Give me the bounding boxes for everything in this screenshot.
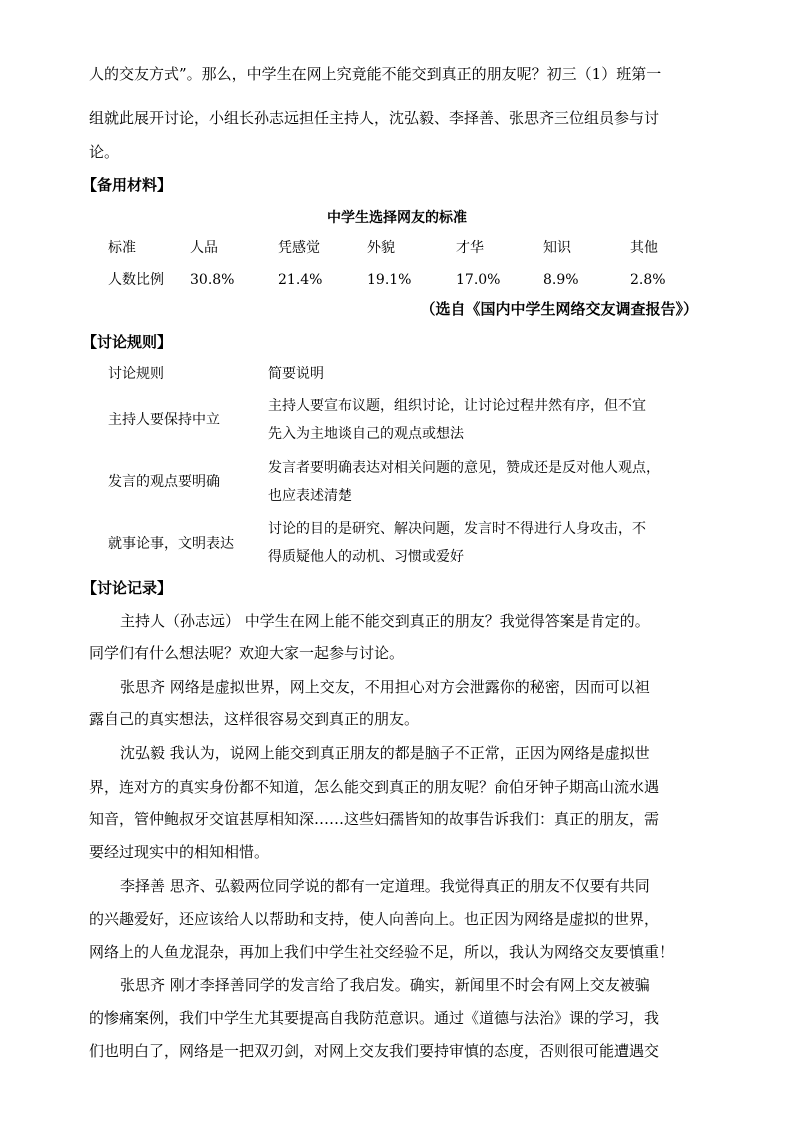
table-header-cell: 凭感觉 [278,240,320,256]
rule-name: 发言的观点要明确 [108,474,220,490]
table-title: 中学生选择网友的标准 [327,210,467,226]
record-line: 界，连对方的真实身份都不知道，怎么能交到真正的朋友呢？俞伯牙钟子期高山流水遇 [89,778,660,796]
section-record-heading: 【讨论记录】 [82,579,173,597]
table-value-cell: 2.8% [630,272,666,288]
table-header-cell: 知识 [543,240,571,256]
rules-header-cell: 简要说明 [268,366,324,382]
table-header-cell: 其他 [630,240,658,256]
table-header-cell: 外貌 [367,240,395,256]
rule-name: 主持人要保持中立 [108,412,220,428]
table-value-cell: 人数比例 [108,272,164,288]
record-line: 同学们有什么想法呢？欢迎大家一起参与讨论。 [89,644,405,662]
record-line: 露自己的真实想法，这样很容易交到真正的朋友。 [89,710,420,728]
table-value-cell: 17.0% [456,272,501,288]
record-line: 们也明白了，网络是一把双刃剑，对网上交友我们要持审慎的态度，否则很可能遭遇交 [89,1042,660,1060]
source-citation: （选自《国内中学生网络交友调查报告》） [420,300,698,318]
record-line: 的兴趣爱好，还应该给人以帮助和支持，使人向善向上。也正因为网络是虚拟的世界， [89,910,660,928]
intro-line-2: 组就此展开讨论，小组长孙志远担任主持人，沈弘毅、李择善、张思齐三位组员参与讨 [89,109,660,127]
intro-line-1: 人的交友方式”。那么，中学生在网上究竟能不能交到真正的朋友呢？初三（1）班第一 [89,65,662,83]
table-value-cell: 8.9% [543,272,579,288]
intro-line-3: 论。 [89,143,120,161]
record-line: 李择善 思齐、弘毅两位同学说的都有一定道理。我觉得真正的朋友不仅要有共同 [120,877,650,895]
table-value-cell: 21.4% [278,272,323,288]
table-header-cell: 人品 [190,240,218,256]
record-line: 沈弘毅 我认为，说网上能交到真正朋友的都是脑子不正常，正因为网络是虚拟世 [120,744,650,762]
record-line: 主持人（孙志远） 中学生在网上能不能交到真正的朋友？我觉得答案是肯定的。 [120,612,650,630]
rule-desc-line: 也应表述清楚 [268,488,352,504]
table-value-cell: 19.1% [367,272,412,288]
table-header-cell: 标准 [108,240,136,256]
record-line: 张思齐 网络是虚拟世界，网上交友，不用担心对方会泄露你的秘密，因而可以袒 [120,678,650,696]
table-value-cell: 30.8% [190,272,235,288]
rules-header-cell: 讨论规则 [108,366,164,382]
rule-name: 就事论事，文明表达 [108,536,234,552]
rule-desc-line: 讨论的目的是研究、解决问题，发言时不得进行人身攻击，不 [268,521,646,537]
rule-desc-line: 发言者要明确表达对相关问题的意见，赞成还是反对他人观点， [268,460,660,476]
rule-desc-line: 得质疑他人的动机、习惯或爱好 [268,549,464,565]
section-rules-heading: 【讨论规则】 [82,333,173,351]
record-line: 张思齐 刚才李择善同学的发言给了我启发。确实，新闻里不时会有网上交友被骗 [120,976,650,994]
record-line: 知音，管仲鲍叔牙交谊甚厚相知深……这些妇孺皆知的故事告诉我们：真正的朋友，需 [89,810,660,828]
section-materials-heading: 【备用材料】 [82,176,173,194]
record-line: 的惨痛案例，我们中学生尤其要提高自我防范意识。通过《道德与法治》课的学习，我 [89,1009,660,1027]
record-line: 要经过现实中的相知相惜。 [89,843,270,861]
rule-desc-line: 主持人要宣布议题，组织讨论，让讨论过程井然有序，但不宜 [268,398,646,414]
rule-desc-line: 先入为主地谈自己的观点或想法 [268,426,464,442]
table-header-cell: 才华 [456,240,484,256]
record-line: 网络上的人鱼龙混杂，再加上我们中学生社交经验不足，所以，我认为网络交友要慎重！ [89,943,675,961]
